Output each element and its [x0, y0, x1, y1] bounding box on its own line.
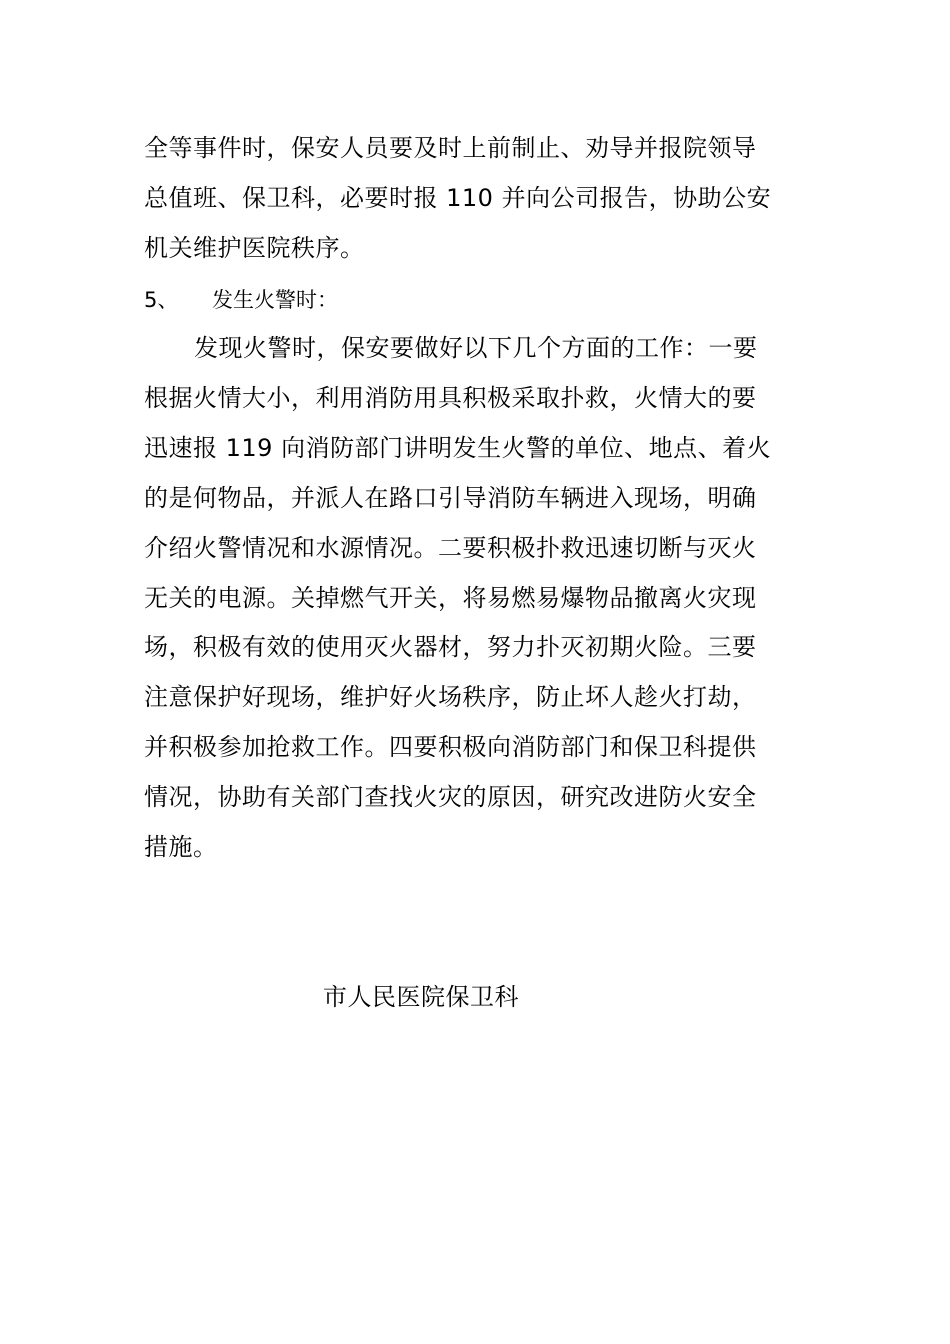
paragraph-1-line-3: 机关维护医院秩序。	[144, 234, 365, 262]
section-5-number: 5、	[144, 288, 179, 312]
paragraph-2-line-4: 的是何物品，并派人在路口引导消防车辆进入现场，明确	[144, 484, 757, 512]
paragraph-2-line-7: 场，积极有效的使用灭火器材，努力扑灭初期火险。三要	[144, 633, 757, 661]
section-5-heading	[144, 284, 338, 316]
paragraph-1-line-2: 总值班、保卫科，必要时报 110 并向公司报告，协助公安	[144, 184, 772, 212]
paragraph-1-line-1: 全等事件时，保安人员要及时上前制止、劝导并报院领导	[144, 134, 757, 162]
paragraph-2-line-2: 根据火情大小，利用消防用具积极采取扑救，火情大的要	[144, 384, 757, 412]
paragraph-2-line-1: 发现火警时，保安要做好以下几个方面的工作：一要	[194, 334, 758, 362]
paragraph-2-line-6: 无关的电源。关掉燃气开关，将易燃易爆物品撤离火灾现	[144, 584, 757, 612]
paragraph-2-line-10: 情况，协助有关部门查找火灾的原因，研究改进防火安全	[144, 783, 757, 811]
paragraph-2-line-9: 并积极参加抢救工作。四要积极向消防部门和保卫科提供	[144, 733, 757, 761]
section-5-title: 发生火警时：	[212, 288, 338, 312]
paragraph-2-line-5: 介绍火警情况和水源情况。二要积极扑救迅速切断与灭火	[144, 534, 757, 562]
paragraph-2-line-8: 注意保护好现场，维护好火场秩序，防止坏人趁火打劫，	[144, 683, 757, 711]
signature: 市人民医院保卫科	[323, 983, 519, 1011]
paragraph-2-line-3: 迅速报 119 向消防部门讲明发生火警的单位、地点、着火	[144, 434, 772, 462]
paragraph-2-line-11: 措施。	[144, 833, 218, 861]
